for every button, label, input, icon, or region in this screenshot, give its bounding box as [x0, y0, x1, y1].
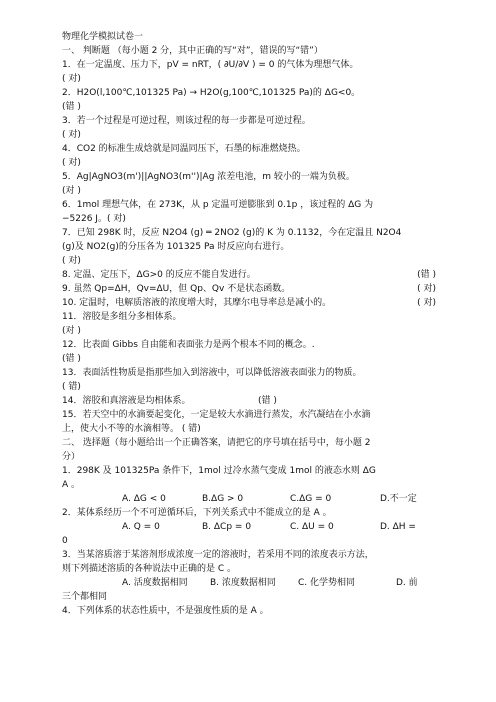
choice-3-option-a: A. 活度数据相同	[122, 578, 188, 588]
answer-8: (错 )	[417, 270, 436, 280]
question-13: 13．表面活性物质是指那些加入到溶液中，可以降低溶液表面张力的物质。	[62, 368, 362, 378]
question-11: 11．溶胶是多组分多相体系。	[62, 312, 182, 322]
section-true-false-heading: 一、 判断题 （每小题 2 分，其中正确的写“对”，错误的写“错”）	[62, 46, 323, 56]
question-5: 5．Ag|AgNO3(m')||AgNO3(m'')|Ag 浓差电池，m 较小的一端为负极。	[62, 172, 355, 182]
choice-1-line-2: A 。	[62, 480, 81, 490]
question-8-text: 8. 定温、定压下，ΔG>0 的反应不能自发进行。	[62, 270, 256, 280]
question-9	[62, 283, 436, 295]
choice-2: 2．某体系经历一个不可逆循环后，下列关系式中不能成立的是 A 。	[62, 508, 332, 518]
question-15-line-2: 上，使大小不等的水滴相等。 ( 错)	[62, 424, 201, 434]
choice-3-option-c: C. 化学势相同	[298, 578, 356, 588]
question-8	[62, 269, 436, 281]
question-2: 2．H2O(l,100℃,101325 Pa) → H2O(g,100℃,101325 Pa)的 ΔG<0。	[62, 88, 361, 98]
question-7-line-2: (g)及 NO2(g)的分压各为 101325 Pa 时反应向右进行。	[62, 242, 290, 252]
choice-1-line-1: 1．298K 及 101325Pa 条件下，1mol 过冷水蒸气变成 1mol 的液态水则 ΔG	[62, 466, 376, 476]
answer-1: ( 对)	[62, 74, 81, 84]
answer-7: ( 对)	[62, 256, 81, 266]
answer-14: (错 )	[258, 396, 277, 406]
choice-1-option-c: C.ΔG = 0	[290, 494, 332, 504]
question-9-text: 9. 虽然 Qp=ΔH，Qv=ΔU，但 Qp、Qv 不是状态函数。	[62, 284, 291, 294]
question-6-line-1: 6．1mol 理想气体，在 273K，从 p 定温可逆膨胀到 0.1p ，该过程的 ΔG 为	[62, 200, 374, 210]
answer-13: ( 错)	[62, 382, 81, 392]
answer-5: (对 )	[62, 186, 81, 196]
choice-2-option-c: C. ΔU = 0	[290, 522, 334, 532]
question-6-line-2: −5226 J。( 对)	[62, 214, 126, 224]
choice-3-option-d: D. 前	[396, 578, 418, 588]
question-1: 1．在一定温度、压力下，pV = nRT，( ∂U/∂V ) = 0 的气体为理想气体。	[62, 60, 359, 70]
question-10-text: 10. 定温时，电解质溶液的浓度增大时，其摩尔电导率总是减小的。	[62, 298, 332, 308]
choice-2-option-d: D. ΔH =	[380, 522, 416, 532]
question-7-line-1: 7．已知 298K 时，反应 N2O4 (g) ═ 2NO2 (g)的 K 为 0.1132，今在定温且 N2O4	[62, 228, 402, 238]
answer-11: (对 )	[62, 326, 81, 336]
section-choice-heading-line-2: 分）	[62, 452, 81, 462]
question-3: 3．若一个过程是可逆过程，则该过程的每一步都是可逆过程。	[62, 116, 311, 126]
choice-1-option-b: B.ΔG > 0	[202, 494, 244, 504]
question-12: 12．比表面 Gibbs 自由能和表面张力是两个根本不同的概念。.	[62, 340, 315, 350]
question-14	[62, 395, 436, 407]
answer-12: (错 )	[62, 354, 81, 364]
exam-title: 物理化学模拟试卷一	[62, 32, 144, 42]
choice-3-tail: 三个都相同	[62, 592, 108, 602]
answer-3: ( 对)	[62, 130, 81, 140]
choice-2-tail: 0	[62, 536, 68, 546]
choice-2-option-b: B. ΔCp = 0	[202, 522, 252, 532]
section-choice-heading-line-1: 二、 选择题（每小题给出一个正确答案，请把它的序号填在括号中，每小题 2	[62, 438, 371, 448]
choice-3-line-2: 则下列描述溶质的各种说法中正确的是 C 。	[62, 564, 237, 574]
answer-9: ( 对)	[417, 284, 436, 294]
answer-10: ( 对)	[417, 298, 436, 308]
choice-3-line-1: 3．当某溶质溶于某溶剂形成浓度一定的溶液时，若采用不同的浓度表示方法，	[62, 550, 374, 560]
question-10	[62, 297, 436, 309]
choice-4: 4．下列体系的状态性质中，不是强度性质的是 A 。	[62, 606, 269, 616]
choice-3-option-b: B. 浓度数据相同	[210, 578, 276, 588]
choice-2-option-a: A. Q = 0	[122, 522, 160, 532]
answer-4: ( 对)	[62, 158, 81, 168]
question-14-text: 14．溶胶和真溶液是均相体系。	[62, 396, 191, 406]
question-4: 4．CO2 的标准生成焓就是同温同压下，石墨的标准燃烧热。	[62, 144, 306, 154]
choice-1-option-a: A. ΔG < 0	[122, 494, 166, 504]
question-15-line-1: 15．若天空中的水滴要起变化，一定是较大水滴进行蒸发，水汽凝结在小水滴	[62, 410, 371, 420]
answer-2: (错 )	[62, 102, 81, 112]
choice-1-option-d: D.不一定	[380, 494, 417, 504]
